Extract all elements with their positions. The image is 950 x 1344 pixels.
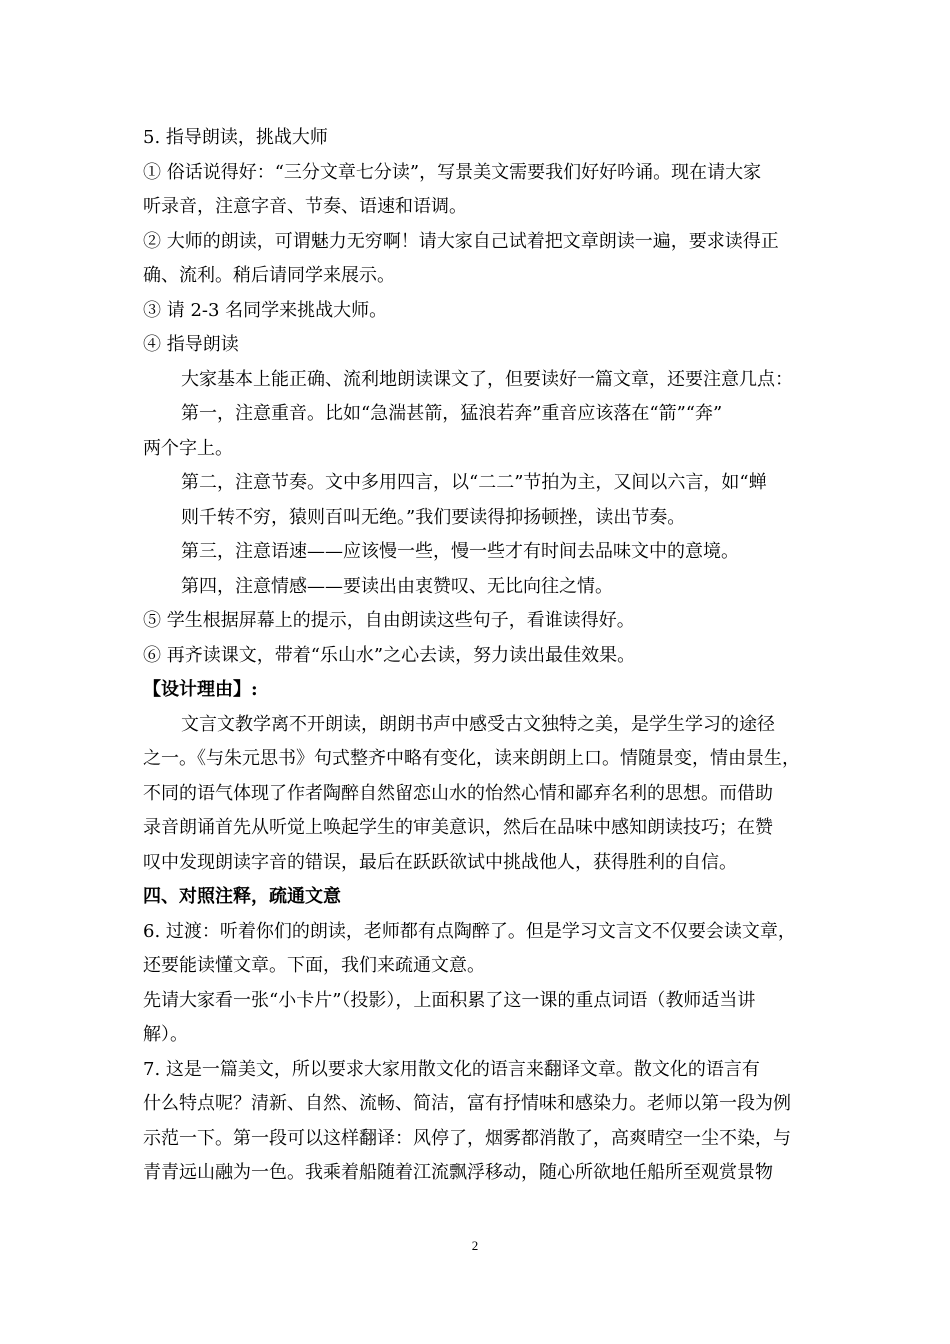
step-7-line-3: 示范一下。第一段可以这样翻译：风停了，烟雾都消散了，高爽晴空一尘不染，与	[143, 1127, 791, 1149]
design-rationale-line-2: 之一。《与朱元思书》句式整齐中略有变化，读来朗朗上口。情随景变，情由景生，	[143, 748, 800, 769]
section-4-heading: 四、对照注释，疏通文意	[143, 886, 341, 907]
page-number: 2	[471, 1238, 479, 1253]
step-5-item-4: ④ 指导朗读	[143, 334, 239, 355]
step-5-item-6: ⑥ 再齐读课文，带着“乐山水”之心去读，努力读出最佳效果。	[143, 644, 636, 666]
point-3-speed: 第三，注意语速——应该慢一些，慢一些才有时间去品味文中的意境。	[181, 541, 739, 562]
point-1-stress-cont: 两个字上。	[143, 437, 233, 459]
step-7-line-2: 什么特点呢？清新、自然、流畅、简洁，富有抒情味和感染力。老师以第一段为例	[143, 1093, 791, 1114]
design-rationale-line-3: 不同的语气体现了作者陶醉自然留恋山水的怡然心情和鄙弃名利的思想。而借助	[143, 782, 773, 804]
step-6-line-1: 6. 过渡：听着你们的朗读，老师都有点陶醉了。但是学习文言文不仅要会读文章，	[143, 920, 796, 942]
document-body	[143, 121, 815, 1191]
step-7-line-1: 7. 这是一篇美文，所以要求大家用散文化的语言来翻译文章。散文化的语言有	[143, 1058, 760, 1080]
design-rationale-heading: 【设计理由】:	[143, 679, 258, 700]
point-2-rhythm: 第二，注意节奏。文中多用四言，以“二二”节拍为主，又间以六言，如“蝉	[181, 472, 767, 493]
step-7-line-4: 青青远山融为一色。我乘着船随着江流飘浮移动，随心所欲地任船所至观赏景物	[143, 1162, 773, 1183]
step-5-item-1-cont: 听录音，注意字音、节奏、语速和语调。	[143, 196, 467, 217]
reading-guidance-intro: 大家基本上能正确、流利地朗读课文了，但要读好一篇文章，还要注意几点：	[181, 368, 793, 390]
step-5-heading: 5. 指导朗读，挑战大师	[143, 127, 328, 148]
point-2-rhythm-cont: 则千转不穷，猿则百叫无绝。”我们要读得抑扬顿挫，读出节奏。	[181, 506, 686, 528]
step-6-line-2: 还要能读懂文章。下面，我们来疏通文意。	[143, 955, 485, 976]
step-5-item-3: ③ 请 2-3 名同学来挑战大师。	[143, 299, 388, 321]
step-6-line-4: 解）。	[143, 1024, 188, 1045]
point-4-emotion: 第四，注意情感——要读出由衷赞叹、无比向往之情。	[181, 575, 613, 597]
design-rationale-line-1: 文言文教学离不开朗读，朗朗书声中感受古文独特之美，是学生学习的途径	[181, 713, 775, 735]
point-1-stress: 第一，注意重音。比如“急湍甚箭，猛浪若奔”重音应该落在“箭”“奔”	[181, 403, 723, 424]
step-5-item-5: ⑤ 学生根据屏幕上的提示，自由朗读这些句子，看谁读得好。	[143, 610, 635, 631]
design-rationale-line-5: 叹中发现朗读字音的错误，最后在跃跃欲试中挑战他人，获得胜利的自信。	[143, 851, 737, 873]
step-5-item-2: ② 大师的朗读，可谓魅力无穷啊！请大家自己试着把文章朗读一遍，要求读得正	[143, 230, 779, 252]
step-5-item-2-cont: 确、流利。稍后请同学来展示。	[143, 265, 395, 286]
design-rationale-line-4: 录音朗诵首先从听觉上唤起学生的审美意识，然后在品味中感知朗读技巧；在赞	[143, 817, 773, 838]
step-6-line-3: 先请大家看一张“小卡片”（投影），上面积累了这一课的重点词语（教师适当讲	[143, 989, 756, 1011]
step-5-item-1: ① 俗话说得好：“三分文章七分读”，写景美文需要我们好好吟诵。现在请大家	[143, 161, 762, 183]
